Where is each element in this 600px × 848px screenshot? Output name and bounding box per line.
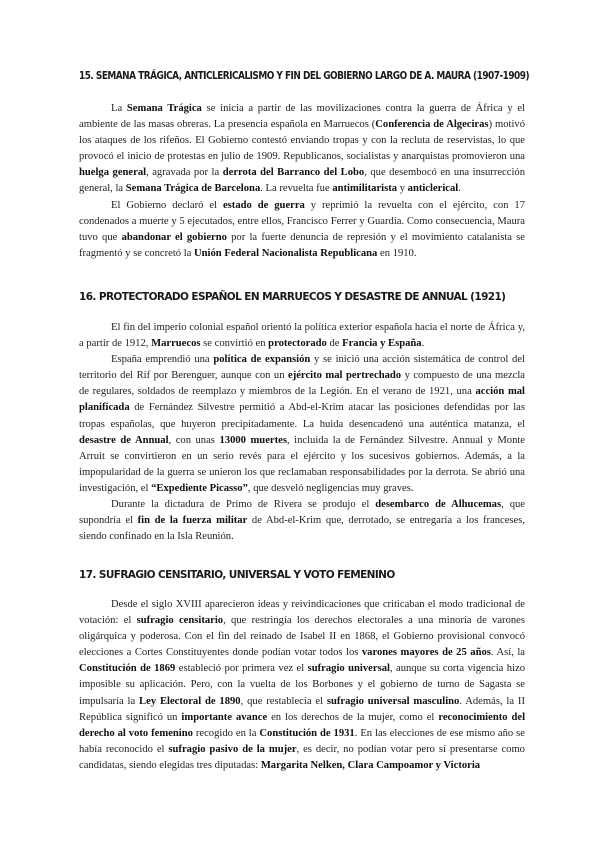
text-run: , que desembocó en una insurrección general, la xyxy=(79,167,525,195)
paragraph xyxy=(79,320,525,352)
bold-text: desembarco de Alhucemas xyxy=(375,499,502,511)
text-run: , que supondría el xyxy=(79,499,525,527)
paragraph xyxy=(79,101,525,198)
text-run: La xyxy=(111,103,127,114)
text-run: se inicia a partir de las movilizaciones contra la guerra de África y el ambiente de las masas obreras. La presencia española en Marruecos ( xyxy=(79,103,525,131)
bold-text: acción mal planificada xyxy=(79,386,526,414)
bold-text: abandonar el gobierno xyxy=(121,231,227,243)
paragraph xyxy=(79,352,525,497)
bold-text: Conferencia de Algeciras xyxy=(375,119,489,131)
bold-text: política de expansión xyxy=(213,354,311,366)
section-15-body xyxy=(79,101,525,262)
text-run: de Fernández Silvestre permitió a Abd-el-Krim atacar las posiciones defendidas por las tropas españolas, que huyeron precipitadamente. La huida desencadenó una auténtica matanza, el xyxy=(79,402,525,430)
text-run: y compuesto de una mezcla de regulares, soldados de reemplazo y miembros de la Legión. En el verano de 1921, una xyxy=(79,370,526,398)
bold-text: Semana Trágica xyxy=(126,103,202,114)
bold-text: anticlerical xyxy=(407,183,459,195)
bold-text: huelga general xyxy=(79,167,147,179)
bold-text: sufragio universal masculino xyxy=(326,695,460,707)
text-run: en los derechos de la mujer, como el xyxy=(267,711,439,723)
bold-text: Constitución de 1869 xyxy=(79,663,176,675)
text-run: de xyxy=(326,338,343,350)
bold-text: sufragio censitario xyxy=(136,615,224,627)
text-run: , que restringía los derechos electorales a una minoría de varones oligárquica y poderosa. Con el fin del reinado de Isabel II en 1868, el Gobierno provisional convocó elecciones a Cortes Constituyentes donde podían votar todos los xyxy=(79,615,525,659)
text-run: Durante la dictadura de Primo de Rivera se produjo el xyxy=(111,499,376,511)
section-17-body xyxy=(79,597,525,774)
bold-text: sufragio universal xyxy=(307,663,390,675)
bold-text: ejército mal pertrechado xyxy=(288,370,402,382)
bold-text: Unión Federal Nacionalista Republicana xyxy=(194,247,378,259)
bold-text: “Expediente Picasso” xyxy=(151,482,248,494)
text-run: estableció por primera vez el xyxy=(175,663,308,675)
text-run: . xyxy=(421,338,425,350)
paragraph xyxy=(79,597,525,774)
text-run: , que desveló negligencias muy graves. xyxy=(247,482,414,494)
text-run: , agravada por la xyxy=(146,167,223,179)
section-16-body xyxy=(79,320,525,545)
text-run: y xyxy=(397,183,408,195)
bold-text: reconocimiento del derecho al voto femenino xyxy=(79,711,526,739)
text-run: . Así, la xyxy=(490,647,526,659)
text-run: El fin del imperio colonial español orientó la política exterior española hacia el norte de África y, a partir de 1912, xyxy=(79,322,525,350)
bold-text: Margarita Nelken, Clara Campoamor y Victoria xyxy=(260,759,481,771)
bold-text: varones mayores de 25 años xyxy=(361,647,491,659)
text-run: , que restablecía el xyxy=(240,695,327,707)
bold-text: desastre de Annual xyxy=(79,434,169,446)
text-run: por la fuerte denuncia de represión y el movimiento catalanista se fragmentó y se concretó la xyxy=(79,231,526,259)
text-run: España emprendió una xyxy=(111,354,214,366)
paragraph xyxy=(79,497,525,545)
text-run: ) motivó los ataques de los rifeños. El Gobierno contestó enviando tropas y con la recluta de reservistas, lo que provocó el inicio de protestas en julio de 1909. Republicanos, socialistas y anarquistas promovieron una xyxy=(79,119,525,163)
bold-text: antimilitarista xyxy=(332,183,398,195)
section-17-heading: 17. SUFRAGIO CENSITARIO, UNIVERSAL Y VOTO FEMENINO xyxy=(79,569,395,581)
section-15-heading: 15. SEMANA TRÁGICA, ANTICLERICALISMO Y FIN DEL GOBIERNO LARGO DE A. MAURA (1907-1909) xyxy=(79,70,530,82)
text-run: . xyxy=(458,183,461,195)
text-run: de Abd-el-Krim que, derrotado, se entregaría a los franceses, siendo confinado en la Isla Reunión. xyxy=(79,515,526,543)
bold-text: estado de guerra xyxy=(222,199,305,211)
text-run: . La revuelta fue xyxy=(260,183,333,195)
text-run: y se inició una acción sistemática de control del territorio del Rif por Berenguer, aunque con un xyxy=(79,354,525,382)
text-run: , es decir, no podían votar pero sí presentarse como candidatas, siendo elegidas tres diputadas: xyxy=(79,743,525,771)
bold-text: importante avance xyxy=(181,711,268,723)
text-run: El Gobierno declaró el xyxy=(111,199,223,211)
bold-text: Semana Trágica de Barcelona xyxy=(125,183,261,195)
text-run: . En las elecciones de ese mismo año se había reconocido el xyxy=(79,727,525,755)
bold-text: Ley Electoral de 1890 xyxy=(139,695,241,707)
section-16-heading: 16. PROTECTORADO ESPAÑOL EN MARRUECOS Y DESASTRE DE ANNUAL (1921) xyxy=(79,291,506,303)
text-run: . Además, la II República significó un xyxy=(79,695,525,723)
text-run: se convirtió en xyxy=(200,338,269,350)
paragraph xyxy=(79,198,525,262)
bold-text: Francia y España xyxy=(342,338,422,350)
text-run: en 1910. xyxy=(377,247,417,259)
bold-text: protectorado xyxy=(268,338,327,350)
bold-text: 13000 muertes xyxy=(219,434,287,446)
bold-text: sufragio pasivo de la mujer xyxy=(168,743,297,755)
text-run: , aunque su corta vigencia hizo imposible su aplicación. Pero, con la vuelta de los Borbones y el gobierno de turno de Sagasta se impulsaría la xyxy=(79,663,526,707)
bold-text: Marruecos xyxy=(151,338,201,350)
text-run: , con unas xyxy=(168,434,220,446)
bold-text: fin de la fuerza militar xyxy=(137,515,248,527)
bold-text: derrota del Barranco del Lobo xyxy=(222,167,365,179)
text-run: recogido en la xyxy=(192,727,260,739)
text-run: Desde el siglo XVIII aparecieron ideas y reivindicaciones que criticaban el modo tradicional de votación: el xyxy=(79,599,525,627)
bold-text: Constitución de 1931 xyxy=(259,727,355,739)
text-run: y reprimió la revuelta con el ejército, con 17 condenados a muerte y 5 ejecutados, entre ellos, Francisco Ferrer y Guardia. Como consecuencia, Maura tuvo que xyxy=(79,199,525,243)
text-run: , incluida la de Fernández Silvestre. Annual y Monte Arruit se convirtieron en un serio revés para el ejército y los sucesivos gobiernos. Además, a la impopularidad de la guerra se unieron los que reclamaban responsabilidades por la derrota. Se abrió una investigación, el xyxy=(79,434,526,494)
